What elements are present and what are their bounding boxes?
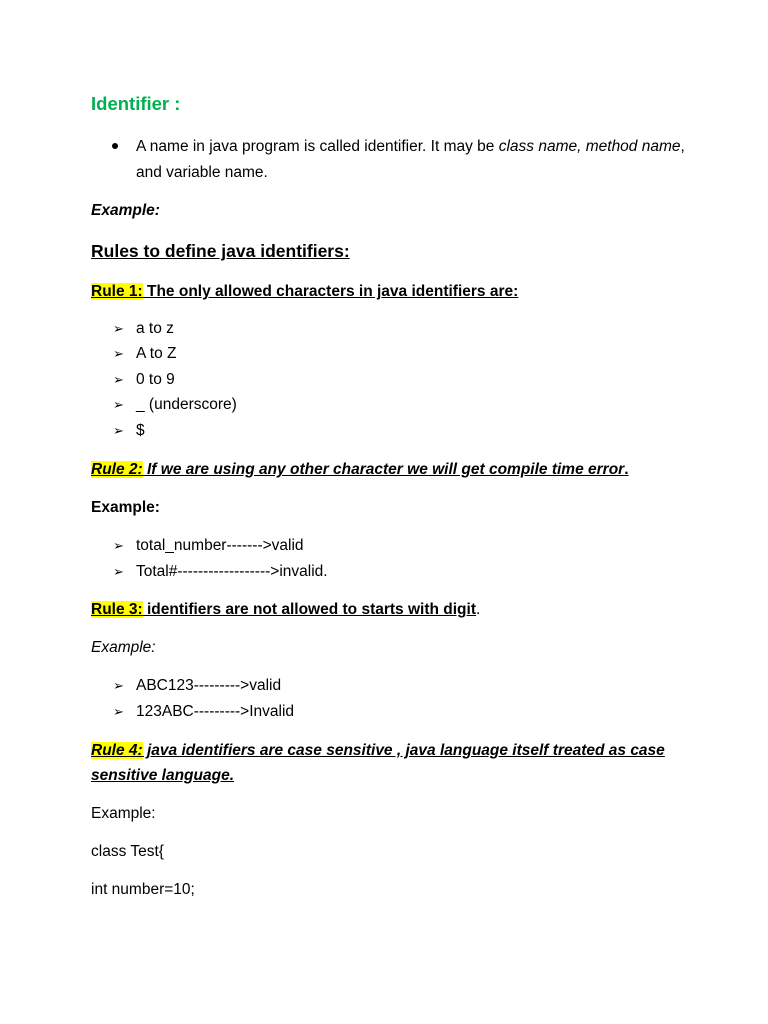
- arrow-bullet-icon: ➢: [113, 705, 124, 720]
- list-item: [113, 702, 294, 723]
- arrow-bullet-icon: ➢: [113, 398, 124, 413]
- code-line: int number=10;: [91, 881, 195, 898]
- list-item-text: total_number------->valid: [136, 537, 304, 554]
- example-label-3: Example:: [91, 639, 156, 656]
- rule1-line: [91, 282, 518, 302]
- rule1-text: The only allowed characters in java identifiers are:: [142, 283, 519, 300]
- arrow-bullet-icon: ➢: [113, 322, 124, 337]
- arrow-bullet-icon: ➢: [113, 565, 124, 580]
- example-label-2: Example:: [91, 499, 160, 516]
- rule2-label: Rule 2:: [91, 461, 143, 478]
- rule2-line: [91, 460, 629, 480]
- rule3-label: Rule 3:: [91, 601, 143, 618]
- list-item-text: 123ABC--------->Invalid: [136, 703, 295, 720]
- intro-paragraph: [136, 134, 696, 186]
- list-item: [113, 676, 281, 697]
- intro-text: A name in java program is called identifier. It may be: [136, 138, 499, 155]
- list-item: [113, 395, 237, 416]
- list-item: [113, 536, 304, 557]
- list-item-text: 0 to 9: [136, 371, 175, 388]
- bullet-dot-icon: [112, 143, 118, 149]
- list-item-text: ABC123--------->valid: [136, 677, 282, 694]
- arrow-bullet-icon: ➢: [113, 679, 124, 694]
- list-item: [113, 421, 145, 442]
- list-item-text: Total#------------------>invalid.: [136, 563, 328, 580]
- rule4-paragraph: [91, 738, 691, 788]
- list-item-text: $: [136, 422, 145, 439]
- example-label-1: Example:: [91, 202, 160, 219]
- arrow-bullet-icon: ➢: [113, 424, 124, 439]
- list-item: [113, 344, 177, 365]
- rule3-text: identifiers are not allowed to starts with digit: [142, 601, 476, 618]
- example-label-4: Example:: [91, 805, 156, 822]
- identifier-heading: Identifier :: [91, 93, 181, 114]
- intro-text-end: , and variable name.: [136, 138, 685, 181]
- rules-heading: Rules to define java identifiers:: [91, 241, 350, 261]
- rule2-end: .: [624, 461, 629, 478]
- rule3-end: .: [475, 601, 481, 618]
- intro-italic: class name, method name: [498, 138, 681, 155]
- arrow-bullet-icon: ➢: [113, 373, 124, 388]
- rule4-text: java identifiers are case sensitive , java language itself treated as case sensitive language.: [91, 742, 665, 784]
- arrow-bullet-icon: ➢: [113, 347, 124, 362]
- code-line: class Test{: [91, 843, 164, 860]
- arrow-bullet-icon: ➢: [113, 539, 124, 554]
- list-item-text: A to Z: [136, 345, 177, 362]
- list-item: [113, 562, 328, 583]
- list-item-text: _ (underscore): [136, 396, 237, 413]
- rule1-label: Rule 1:: [91, 283, 143, 300]
- list-item-text: a to z: [136, 320, 174, 337]
- rule4-label: Rule 4:: [91, 742, 143, 759]
- rule3-line: [91, 600, 480, 620]
- list-item: [113, 319, 174, 340]
- list-item: [113, 370, 175, 391]
- rule2-text: If we are using any other character we will get compile time error: [142, 461, 625, 478]
